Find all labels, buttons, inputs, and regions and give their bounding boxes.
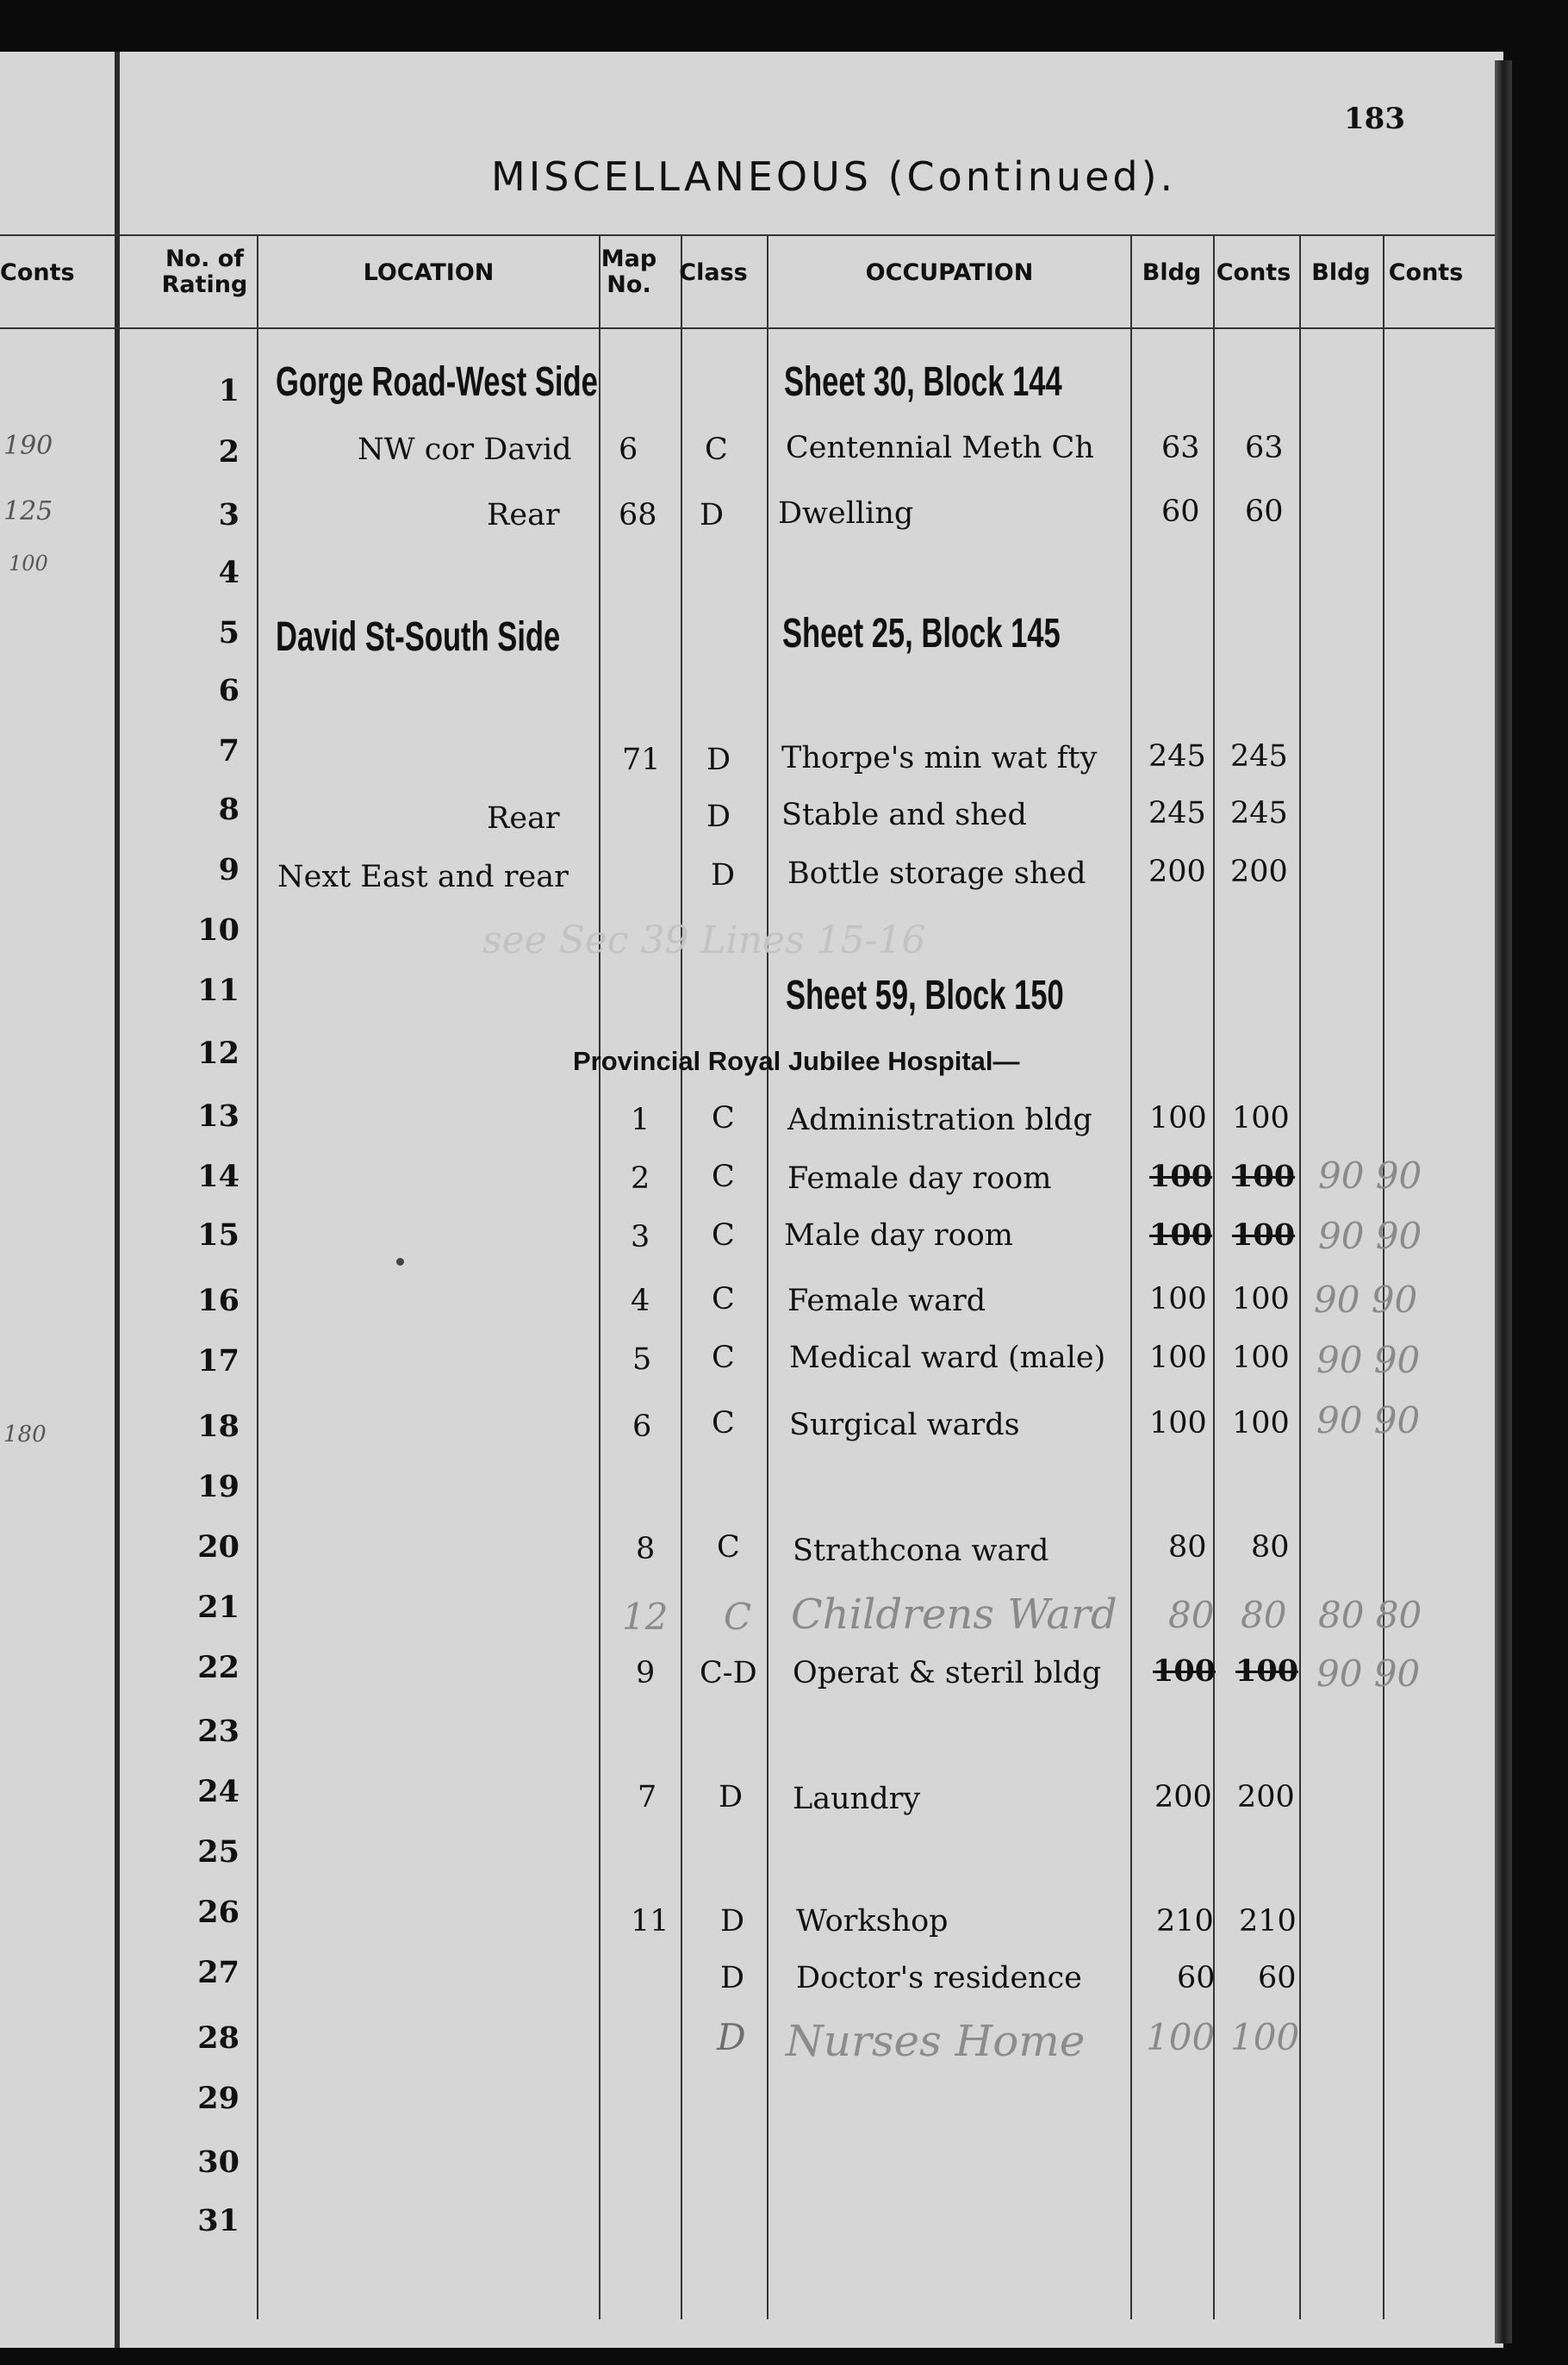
header-left-conts: Conts [0, 259, 75, 286]
conts-cell: 245 [1230, 739, 1288, 774]
rating-number: 4 [218, 555, 240, 590]
handwritten-note: see Sec 39 Lines 15-16 [482, 918, 926, 962]
header-conts-1: Conts [1216, 259, 1291, 286]
rating-number: 11 [197, 973, 240, 1008]
rating-number: 21 [197, 1590, 240, 1625]
class-cell: C [712, 1282, 735, 1316]
bldg-cell: 245 [1148, 796, 1206, 831]
rating-number: 9 [218, 852, 240, 887]
rating-number: 24 [197, 1774, 240, 1809]
handwritten-conts: 100 [1230, 2016, 1300, 2058]
header-map-no: Map No. [600, 246, 657, 298]
header-occupation: OCCUPATION [865, 259, 1034, 286]
conts-cell: 200 [1230, 855, 1288, 889]
rating-number: 31 [197, 2203, 240, 2238]
conts-cell: 100 [1232, 1101, 1290, 1136]
map-cell: 8 [636, 1532, 656, 1566]
handwritten-map: 12 [622, 1596, 669, 1638]
rating-number: 1 [218, 373, 240, 408]
occupation-cell: Male day room [784, 1218, 1013, 1253]
rating-number: 5 [218, 615, 240, 650]
handwritten-revised-value: 90 90 [1318, 1154, 1422, 1197]
bldg-cell: 245 [1148, 739, 1206, 774]
handwritten-class: C [724, 1596, 752, 1638]
column-rule [1383, 234, 1384, 2319]
rating-number: 23 [197, 1714, 240, 1749]
class-cell: D [720, 1904, 745, 1939]
occupation-cell: Centennial Meth Ch [786, 431, 1094, 465]
occupation-cell: Female ward [787, 1284, 986, 1318]
class-cell: C [712, 1101, 735, 1136]
conts-cell: 100 [1232, 1406, 1290, 1441]
handwritten-revised-value: 90 90 [1316, 1652, 1421, 1695]
column-rule [1213, 234, 1215, 2319]
header-class: Class [679, 259, 748, 286]
occupation-cell: Thorpe's min wat fty [781, 741, 1098, 775]
class-cell: D [711, 858, 736, 893]
occupation-cell: Stable and shed [781, 798, 1027, 832]
occupation-cell: Medical ward (male) [789, 1341, 1106, 1375]
rating-number: 25 [197, 1834, 240, 1870]
rating-number: 14 [197, 1159, 240, 1194]
rating-number: 7 [218, 733, 240, 769]
bldg-cell: 100 [1149, 1406, 1207, 1441]
occupation-cell: Bottle storage shed [787, 856, 1086, 891]
class-cell: C [712, 1218, 735, 1253]
class-cell: C [717, 1530, 740, 1565]
occupation-cell: Female day room [787, 1161, 1052, 1196]
map-cell: 4 [631, 1284, 650, 1318]
map-cell: 6 [632, 1410, 652, 1444]
class-cell: C [712, 1341, 735, 1375]
bldg-cell: 100 [1149, 1341, 1207, 1375]
rating-number: 8 [218, 792, 240, 827]
rating-number: 26 [197, 1895, 240, 1930]
occupation-cell: Workshop [796, 1904, 949, 1939]
bldg-cell: 60 [1177, 1961, 1216, 1995]
header-bldg-2: Bldg [1311, 259, 1371, 286]
rating-number: 15 [197, 1217, 240, 1253]
rating-number: 2 [218, 434, 240, 470]
map-cell: 71 [622, 743, 661, 777]
map-cell: 68 [619, 498, 657, 532]
page-number: 183 [1344, 102, 1405, 136]
conts-cell: 245 [1230, 796, 1288, 831]
column-rule [1299, 234, 1301, 2319]
class-cell: D [719, 1780, 744, 1814]
occupation-cell: Doctor's residence [796, 1961, 1082, 1995]
map-cell: 2 [631, 1161, 650, 1196]
bldg-cell: 100 [1149, 1282, 1207, 1316]
map-cell: 9 [636, 1656, 656, 1690]
conts-cell: 200 [1237, 1780, 1295, 1814]
rating-number: 17 [197, 1343, 240, 1379]
class-cell: C [712, 1160, 735, 1194]
bldg-cell: 100 [1149, 1101, 1207, 1136]
bldg-cell: 200 [1154, 1780, 1212, 1814]
rating-number: 16 [197, 1283, 240, 1318]
rating-number: 18 [197, 1409, 240, 1444]
map-cell: 5 [632, 1342, 652, 1377]
rating-number: 13 [197, 1098, 240, 1134]
handwritten-margin-note: 180 [3, 1422, 47, 1447]
column-rule [599, 234, 600, 2319]
bldg-cell-struck: 100 [1149, 1159, 1213, 1194]
rating-number: 10 [197, 912, 240, 948]
bldg-cell: 80 [1168, 1530, 1207, 1565]
header-conts-2: Conts [1388, 259, 1464, 286]
page-title: MISCELLANEOUS (Continued). [491, 153, 1177, 200]
header-top-rule [0, 234, 1495, 236]
occupation-cell: Operat & steril bldg [793, 1656, 1102, 1690]
handwritten-revised-value: 80 80 [1318, 1594, 1422, 1636]
occupation-cell: Dwelling [778, 496, 914, 531]
rating-number: 22 [197, 1650, 240, 1685]
handwritten-occupation: Nurses Home [786, 2016, 1086, 2066]
page-edge [1495, 60, 1512, 2343]
section-location-heading: David St-South Side [276, 614, 561, 660]
bldg-cell-struck: 100 [1153, 1653, 1216, 1689]
occupation-cell: Strathcona ward [793, 1534, 1049, 1568]
bldg-cell: 210 [1156, 1904, 1214, 1939]
handwritten-revised-value: 90 90 [1316, 1399, 1421, 1441]
handwritten-margin-note: 190 [3, 431, 53, 461]
occupation-cell: Laundry [793, 1782, 921, 1816]
map-cell: 11 [631, 1904, 669, 1939]
bldg-cell: 200 [1148, 855, 1206, 889]
handwritten-revised-value: 90 90 [1318, 1215, 1422, 1257]
conts-cell: 100 [1232, 1341, 1290, 1375]
conts-cell: 60 [1258, 1961, 1297, 1995]
class-cell: D [706, 743, 731, 777]
location-cell: Rear [487, 801, 560, 836]
hospital-name-heading: Provincial Royal Jubilee Hospital— [573, 1046, 1020, 1076]
rating-number: 19 [197, 1469, 240, 1504]
rating-number: 20 [197, 1529, 240, 1565]
map-cell: 1 [631, 1103, 650, 1137]
conts-cell: 80 [1251, 1530, 1290, 1565]
column-rule [257, 234, 258, 2319]
header-bldg-1: Bldg [1142, 259, 1202, 286]
class-cell: C [712, 1406, 735, 1441]
section-sheet-heading: Sheet 30, Block 144 [784, 359, 1062, 405]
class-cell: C [705, 433, 728, 467]
column-rule [767, 234, 768, 2319]
class-cell: D [700, 498, 725, 532]
rating-number: 29 [197, 2081, 240, 2116]
section-sheet-heading: Sheet 25, Block 145 [782, 611, 1061, 657]
conts-cell-struck: 100 [1232, 1217, 1296, 1253]
conts-cell: 100 [1232, 1282, 1290, 1316]
class-cell: D [706, 800, 731, 834]
ink-mark [396, 1258, 404, 1266]
bldg-cell: 60 [1161, 495, 1200, 529]
conts-cell: 210 [1239, 1904, 1297, 1939]
header-rating: No. of Rating [161, 246, 248, 298]
location-cell: NW cor David [358, 433, 572, 467]
header-bottom-rule [0, 327, 1495, 329]
class-cell: C-D [700, 1656, 757, 1690]
bldg-cell-struck: 100 [1149, 1217, 1213, 1253]
map-cell: 3 [631, 1220, 650, 1254]
rating-number: 3 [218, 497, 240, 532]
rating-number: 30 [197, 2144, 240, 2180]
handwritten-class: D [717, 2016, 746, 2058]
binding-gutter [115, 52, 120, 2348]
handwritten-revised-value: 90 90 [1314, 1279, 1418, 1321]
handwritten-revised-value: 90 90 [1316, 1339, 1421, 1381]
occupation-cell: Administration bldg [787, 1103, 1092, 1137]
column-rule [681, 234, 682, 2319]
column-rule [1130, 234, 1132, 2319]
section-sheet-heading: Sheet 59, Block 150 [786, 973, 1064, 1018]
handwritten-conts: 80 [1241, 1594, 1287, 1636]
occupation-cell: Surgical wards [789, 1408, 1020, 1442]
handwritten-bldg: 80 [1168, 1594, 1215, 1636]
handwritten-bldg: 100 [1146, 2016, 1216, 2058]
conts-cell-struck: 100 [1232, 1159, 1296, 1194]
bldg-cell: 63 [1161, 431, 1200, 465]
rating-number: 28 [197, 2020, 240, 2056]
rating-number: 6 [218, 673, 240, 708]
conts-cell-struck: 100 [1235, 1653, 1299, 1689]
section-location-heading: Gorge Road-West Side [276, 359, 598, 405]
class-cell: D [720, 1961, 745, 1995]
location-cell: Next East and rear [277, 860, 569, 894]
rating-number: 12 [197, 1036, 240, 1071]
handwritten-occupation: Childrens Ward [791, 1590, 1117, 1639]
rating-number: 27 [197, 1955, 240, 1990]
conts-cell: 60 [1245, 495, 1284, 529]
location-cell: Rear [487, 498, 560, 532]
map-cell: 7 [638, 1780, 657, 1814]
map-cell: 6 [619, 433, 638, 467]
conts-cell: 63 [1245, 431, 1284, 465]
handwritten-margin-note: 100 [9, 551, 48, 576]
handwritten-margin-note: 125 [3, 496, 53, 526]
header-location: LOCATION [363, 259, 495, 286]
